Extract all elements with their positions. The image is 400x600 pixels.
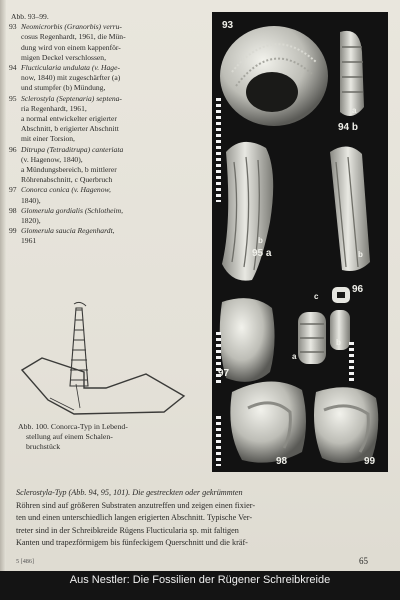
entry-line: Conorca conica (v. Hagenow,	[21, 185, 111, 195]
entry-number: 99	[9, 226, 17, 236]
caption-entry-93	[9, 22, 209, 63]
plate-label-94b: 94 b	[338, 122, 359, 133]
caption-entry-97	[9, 185, 209, 205]
scale-bar-96	[349, 342, 354, 382]
fig100-line: bruchstück	[26, 441, 61, 451]
entry-line: migen Deckel verschlossen,	[21, 52, 106, 62]
entry-line: ria Regenhardt, 1961,	[21, 103, 87, 113]
entry-line: 1840),	[21, 195, 41, 205]
specimen-94b	[330, 146, 370, 271]
body-paragraph	[16, 487, 388, 550]
entry-number: 93	[9, 22, 17, 32]
entry-line: 1820),	[21, 216, 41, 226]
conorca-line-drawing	[14, 300, 194, 418]
fossil-specimens-drawing	[212, 12, 388, 472]
entry-line: mit einer Torsion,	[21, 134, 75, 144]
caption-entry-96	[9, 145, 209, 186]
scale-bar-lower	[216, 416, 221, 466]
entry-line: a Mündungsbereich, b mittlerer	[21, 165, 117, 175]
plate-label-99: 99	[364, 456, 376, 467]
specimen-96	[298, 287, 350, 364]
signature-mark: 5 [486]	[16, 558, 35, 565]
entry-line: Röhrenabschnitt, c Querbruch	[21, 175, 113, 185]
entry-number: 95	[9, 93, 17, 103]
fig100-line: Abb. 100. Conorca-Typ in Lebend-	[18, 422, 128, 431]
body-line: Kanten und trapezförmigem bis fünfeckigem Querschnitt und die kräf-	[16, 538, 248, 548]
plate-label-93: 93	[222, 20, 234, 31]
entry-line: cosus Regenhardt, 1961, die Mün-	[21, 32, 126, 42]
entry-line: now, 1840) mit zugeschärfter (a)	[21, 73, 121, 83]
plate-label-97: 97	[218, 368, 230, 379]
caption-entry-95	[9, 94, 209, 145]
specimen-94a	[340, 31, 364, 116]
figure-caption-93-99	[9, 12, 209, 247]
entry-line: (v. Hagenow, 1840),	[21, 154, 83, 164]
body-line: Röhren sind auf größeren Substraten anzutreffen und zeigen einen fixier-	[16, 500, 256, 510]
plate-letter-a-96: a	[292, 352, 297, 361]
caption-heading: Abb. 93–99.	[11, 12, 49, 21]
specimen-98	[230, 381, 306, 462]
entry-line: Abschnitt, b erigierter Abschnitt	[21, 124, 119, 134]
body-line: treter sind in der Schreibkreide Rügens Flucticularia sp. mit faltigen	[16, 525, 239, 535]
entry-line: Neomicrorbis (Granorbis) verru-	[21, 22, 122, 32]
entry-line: und stumpfer (b) Mündung,	[21, 83, 106, 93]
entry-number: 98	[9, 205, 17, 215]
entry-line: Flucticularia undulata (v. Hage-	[21, 63, 120, 73]
body-line: Sclerostyla-Typ (Abb. 94, 95, 101). Die gestreckten oder gekrümmten	[16, 488, 243, 497]
entry-line: Glomerula gordialis (Schlotheim,	[21, 205, 124, 215]
fig100-line: stellung auf einem Schalen-	[26, 431, 113, 441]
source-credit: Aus Nestler: Die Fossilien der Rügener Schreibkreide	[69, 574, 331, 586]
entry-number: 97	[9, 185, 17, 195]
entry-line: 1961	[21, 236, 37, 246]
specimen-93	[220, 26, 328, 126]
entry-number: 96	[9, 144, 17, 154]
entry-line: a normal entwickelter erigierter	[21, 114, 117, 124]
plate-label-96: 96	[352, 284, 364, 295]
plate-letter-b-94: b	[358, 250, 363, 259]
specimen-99	[314, 387, 378, 463]
page-number: 65	[359, 556, 368, 566]
entry-line: Glomerula saucia Regenhardt,	[21, 226, 115, 236]
body-line: ten und einen unterschiedlich langen erigierten Abschnitt. Typische Ver-	[16, 513, 253, 523]
plate-letter-b: b	[258, 236, 263, 245]
caption-entry-98	[9, 206, 209, 226]
plate-label-95a: 95 a	[252, 248, 272, 259]
conorca-drawing	[14, 300, 194, 418]
entry-line: Sclerostyla (Septenaria) septena-	[21, 93, 122, 103]
entry-number: 94	[9, 63, 17, 73]
caption-entry-99	[9, 226, 209, 246]
fossil-photo-plate	[212, 12, 388, 472]
scale-bar-upper	[216, 98, 221, 202]
plate-letter-b-96: b	[336, 338, 341, 347]
entry-line: Ditrupa (Tetraditrupa) canteriata	[21, 144, 124, 154]
entry-line: dung wird von einem kappenför-	[21, 42, 121, 52]
specimen-95	[222, 142, 273, 281]
page-gutter-shadow	[0, 0, 6, 600]
plate-letter-a: a	[352, 106, 357, 115]
figure-100-caption	[18, 422, 194, 451]
caption-entry-94	[9, 63, 209, 94]
plate-letter-c: c	[314, 292, 319, 301]
plate-label-98: 98	[276, 456, 288, 467]
